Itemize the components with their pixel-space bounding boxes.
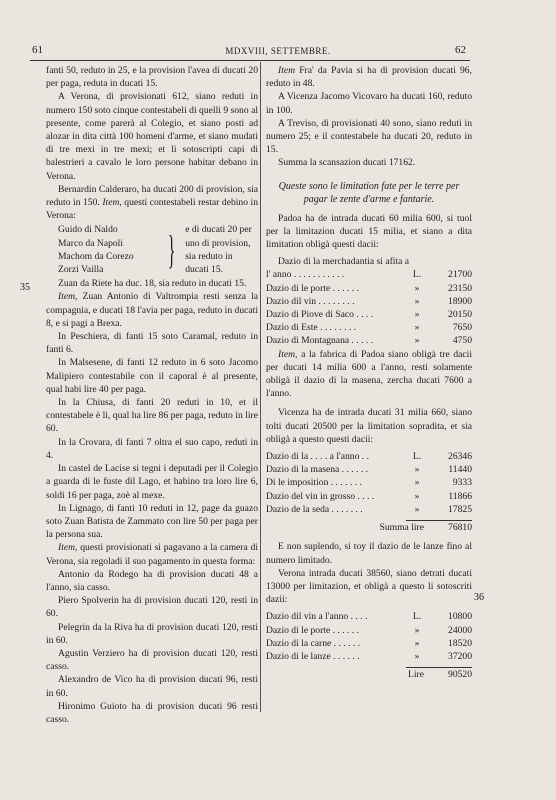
row-value: 23150: [448, 282, 472, 294]
list-item: Guido di Naldo: [58, 224, 118, 236]
paragraph: fanti 50, reduto in 25, e la provision l'avea di ducati 20 per paga, reduta in ducati 15.: [46, 65, 258, 90]
row-label: Dazio di Piove di Saco . . . .: [266, 309, 374, 321]
row-unit: L.: [412, 611, 422, 623]
column-divider: [260, 62, 261, 712]
row-unit: »: [414, 322, 420, 334]
row-unit: »: [414, 490, 420, 502]
paragraph: Padoa ha de intrada ducati 60 milia 600, si tuol per la limitazion ducati 15 milia, et siano a dita limitation obligà questi dacii:: [266, 212, 472, 251]
row-label: Dazio dil vin . . . . . . . .: [266, 295, 355, 307]
table-row: [266, 282, 472, 295]
table-row: [266, 334, 472, 347]
margin-number-right: 36: [474, 592, 484, 603]
row-label: l' anno . . . . . . . . . . .: [266, 269, 345, 281]
left-column: [46, 64, 258, 726]
table-row: [266, 490, 472, 503]
table-row: [266, 650, 472, 663]
row-label: Dazio dil vin a l'anno . . . .: [266, 611, 368, 623]
row-label: Dazio di la masena . . . . . .: [266, 464, 369, 476]
row-unit: »: [414, 637, 420, 649]
paragraph: Bernardin Calderaro, ha ducati 200 di provision, sia reduto in 150. Item, questi contestabeli restar debino in Verona:: [46, 183, 258, 222]
row-unit: »: [414, 503, 420, 515]
paragraph: Antonio da Rodego ha di provision ducati 48 a l'anno, sia casso.: [46, 568, 258, 593]
right-column: [266, 64, 472, 681]
row-unit: L.: [412, 451, 422, 463]
row-unit: »: [414, 464, 420, 476]
table-intro: Dazio di la merchadantia si afita a: [278, 256, 410, 268]
paragraph: Agustin Verziero ha di provision ducati 120, resti casso.: [46, 647, 258, 673]
row-value: 21700: [448, 269, 472, 281]
row-label: Dazio di le porte . . . . . .: [266, 624, 359, 636]
table-row: [266, 503, 472, 516]
paragraph: Item, questi provisionati si pagavano a la camera di Verona, sia regoladi il suo pagamento in questa forma:: [46, 542, 258, 567]
paragraph: Vicenza ha de intrada ducati 31 milia 660, siano tolti ducati 20500 per la limitation sopradita, et sia obligà a questo questi dacii:: [266, 407, 472, 445]
row-value: 18900: [448, 295, 472, 307]
row-value: 37200: [448, 650, 472, 662]
row-value: 7650: [452, 322, 472, 334]
table-row: [266, 321, 472, 334]
row-label: Dazio di la . . . . a l'anno . .: [266, 451, 369, 463]
paragraph: In la Crovara, di fanti 7 oltra el suo capo, reduti in 4.: [46, 436, 258, 461]
row-label: Dazio di Este . . . . . . . .: [266, 322, 357, 334]
section-heading: Queste sono le limitation fate per le terre per pagar le zente d'arme e fantarie.: [278, 180, 460, 205]
table-row: [266, 476, 472, 489]
row-label: Dazio di le porte . . . . . .: [266, 282, 359, 294]
paragraph: Item, Zuan Antonio di Valtrompia resti senza la compagnia, e ducati 18 l'avia per paga, reduto in ducati 8, e si pagi a Brexa.: [46, 291, 258, 329]
page-number-left: 61: [32, 44, 43, 56]
table-row: [266, 268, 472, 281]
brace-list: [46, 223, 258, 276]
paragraph: Item, a la fabrica di Padoa siano obligà tre dacii per ducati 14 milia 600 a l'anno, resti solamente obligà il dazio di la masena, zercha ducati 7600 a l'anno.: [266, 348, 472, 400]
paragraph: Piero Spolverin ha di provision ducati 120, resti in 60.: [46, 595, 258, 620]
table-row: [266, 637, 472, 650]
paragraph: In la Chiusa, di fanti 20 reduti in 10, et il contestabele è lì, qual ha lire 86 per paga, reduto in lire 60.: [46, 397, 258, 435]
row-unit: »: [414, 295, 420, 307]
row-unit: »: [414, 309, 420, 321]
row-label: Dazio del vin in grosso . . . .: [266, 490, 375, 502]
tax-table-padoa: [266, 255, 472, 347]
paragraph: A Vicenza Jacomo Vicovaro ha ducati 160, reduto in 100.: [266, 91, 472, 116]
table-row-total: [266, 668, 472, 681]
list-item: Machom da Corezo: [58, 250, 134, 262]
row-label: Dazio di le lanze . . . . . .: [266, 650, 360, 662]
total-value: 76810: [448, 522, 472, 534]
table-row-total: [266, 521, 472, 534]
paragraph: E non suplendo, si toy il dazio de le lanze fino al numero limitado.: [266, 541, 472, 566]
row-label: Di le imposition . . . . . . .: [266, 477, 362, 489]
row-value: 11866: [448, 490, 472, 502]
paragraph: In castel de Lacise si tegni i deputadi per il Colegio a guarda di le fuste dil Lago, et habino tra loro lire 6, soldi 16 per paga, zoè al mexe.: [46, 463, 258, 501]
table-row: [266, 450, 472, 463]
row-value: 26346: [448, 451, 472, 463]
row-unit: »: [414, 624, 420, 636]
paragraph: A Verona, di provisionati 612, siano reduti in numero 150 soto cinque contestabeli di quelli 9 sono al presente, come parerà al Colegio, et siano posti ad alozar in dita città 100 homeni d'arme, et siano mudati di tre mexi in tre mexi; et li sotoscripti capi di balestrieri a cavalo le loro persone habitar debano in Verona.: [46, 91, 258, 182]
table-row: [266, 610, 472, 623]
row-value: 20150: [448, 309, 472, 321]
total-value: 90520: [448, 669, 472, 681]
row-label: Dazio di Montagnana . . . . .: [266, 335, 374, 347]
row-label: Dazio de la seda . . . . . . .: [266, 503, 363, 515]
paragraph: In Malsesene, di fanti 12 reduto in 6 soto Jacomo Malipiero contestabile con il caporal è al presente, qual habi lire 40 per paga.: [46, 357, 258, 395]
row-value: 17825: [448, 503, 472, 515]
row-unit: L.: [412, 269, 422, 281]
row-value: 24000: [448, 624, 472, 636]
paragraph: In Peschiera, di fanti 15 soto Caramal, reduto in fanti 6.: [46, 331, 258, 356]
table-row: [266, 624, 472, 637]
paragraph: Zuan da Riete ha duc. 18, sia reduto in ducati 15.: [58, 278, 247, 290]
row-unit: »: [414, 335, 420, 347]
header-rule: [30, 60, 470, 61]
page-number-right: 62: [455, 44, 466, 56]
row-value: 9333: [452, 477, 472, 489]
table-row: [266, 308, 472, 321]
paragraph: Pelegrin da la Riva ha di provision ducati 120, resti in 60.: [46, 621, 258, 646]
list-item: Zorzi Vailla: [58, 264, 104, 276]
margin-number-left: 35: [20, 282, 30, 293]
tax-table-verona: [266, 610, 472, 681]
row-value: 4750: [452, 335, 472, 347]
paragraph: A Treviso, di provisionati 40 sono, siano reduti in numero 25; e il contestabele ha ducati 20, reduto in 15.: [266, 117, 472, 156]
row-unit: »: [414, 282, 420, 294]
brace-names: [46, 223, 158, 276]
paragraph: Item Fra' da Pavia si ha di provision ducati 96, reduto in 48.: [266, 65, 472, 90]
row-value: 10800: [448, 611, 472, 623]
row-unit: »: [414, 650, 420, 662]
paragraph: Alexandro de Vico ha di provision ducati 96, resti in 60.: [46, 674, 258, 699]
list-item: Marco da Napoli: [58, 237, 124, 249]
row-label: Dazio di la carne . . . . . .: [266, 637, 361, 649]
row-value: 18520: [448, 637, 472, 649]
running-title: MDXVIII, SETTEMBRE.: [225, 46, 331, 56]
row-value: 11440: [448, 464, 472, 476]
table-row: [266, 295, 472, 308]
table-row: [266, 463, 472, 476]
total-label: Summa lire: [379, 522, 424, 534]
paragraph: Verona intrada ducati 38560, siano detrati ducati 13000 per limitazion, et obligà a questo li sotoscriti dazii:: [266, 567, 472, 606]
paragraph: In Lignago, di fanti 10 reduti in 12, page da guazo soto Zuan Batista de Zammato con lire 50 per paga per la persona sua.: [46, 502, 258, 541]
total-label: Lire: [408, 669, 424, 681]
row-unit: »: [414, 477, 420, 489]
brace-icon: }: [167, 226, 176, 272]
brace-text: e di ducati 20 per uno di provision, sia reduto in ducati 15.: [185, 224, 252, 276]
tax-table-vicenza: [266, 450, 472, 534]
paragraph: Summa la scansazion ducati 17162.: [278, 157, 416, 169]
paragraph: Hironimo Guioto ha di provision ducati 96 resti casso.: [46, 700, 258, 725]
